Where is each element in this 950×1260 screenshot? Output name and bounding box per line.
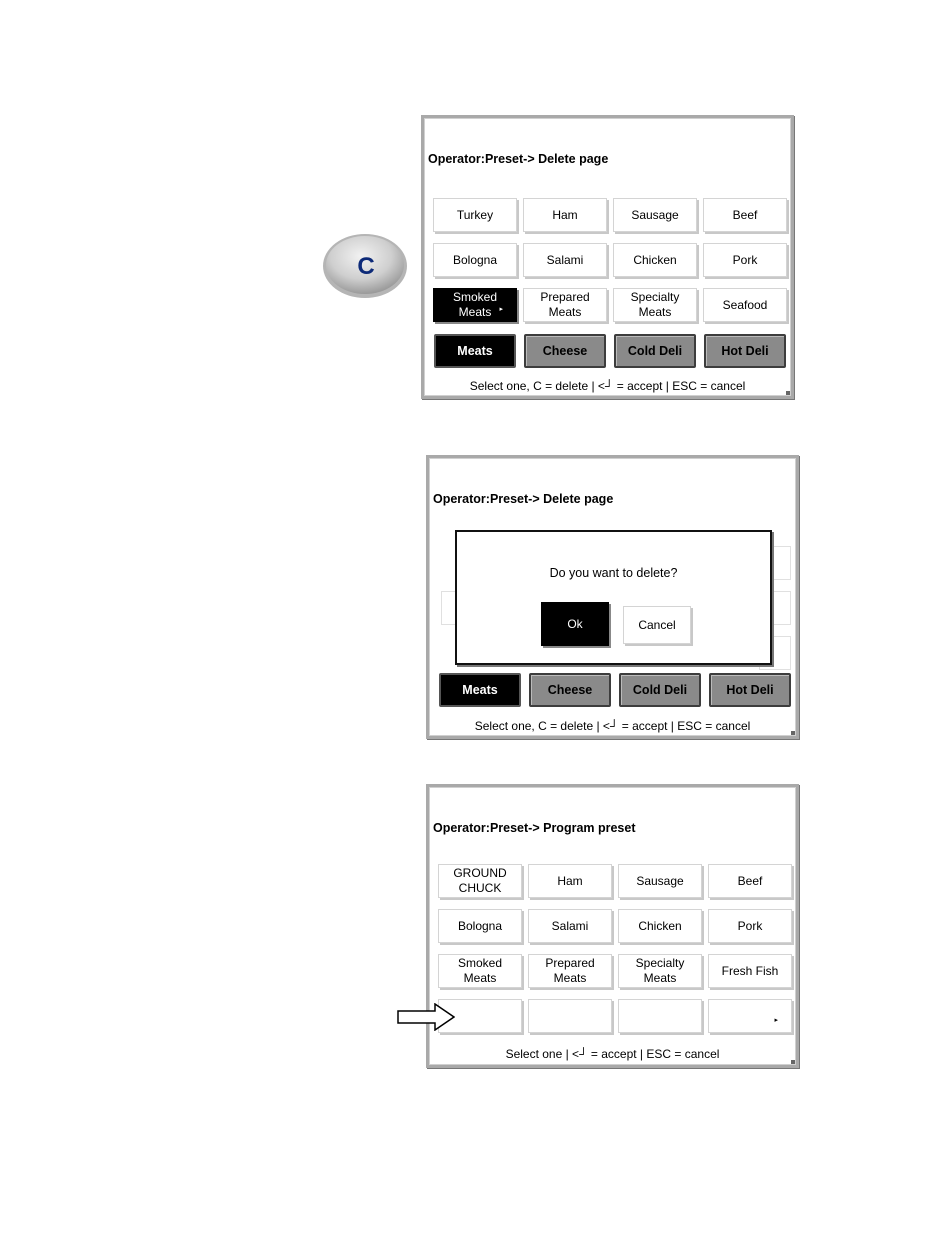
preset-button-label: Prepared Meats — [545, 956, 595, 985]
preset-button[interactable] — [613, 288, 697, 322]
preset-button[interactable] — [523, 288, 607, 322]
preset-button[interactable] — [438, 909, 522, 943]
c-key-label: C — [357, 253, 375, 280]
more-indicator-icon: ▸ — [774, 1017, 778, 1024]
confirm-question: Do you want to delete? — [549, 566, 678, 580]
preset-button-label: Smoked Meats — [452, 290, 498, 319]
preset-button[interactable] — [528, 954, 612, 988]
c-key-icon — [322, 233, 408, 299]
preset-button[interactable] — [433, 198, 517, 232]
preset-button-label: Turkey — [456, 207, 494, 222]
preset-button[interactable] — [708, 909, 792, 943]
category-tab[interactable]: Hot Deli — [709, 673, 791, 707]
delete-page-screen — [421, 115, 794, 399]
ok-button[interactable]: Ok — [541, 602, 609, 646]
preset-button-label: Sausage — [631, 207, 679, 222]
preset-button-label: Chicken — [633, 252, 677, 267]
category-tab[interactable]: Cheese — [529, 673, 611, 707]
preset-button-label: Salami — [551, 918, 589, 933]
preset-button-label: Specialty Meats — [635, 956, 685, 985]
preset-button-label: Beef — [737, 873, 763, 888]
cancel-button[interactable]: Cancel — [623, 606, 691, 644]
more-indicator-icon: ▸ — [499, 306, 503, 313]
preset-button[interactable] — [438, 954, 522, 988]
preset-button[interactable] — [708, 864, 792, 898]
preset-button-label: Ham — [552, 207, 578, 222]
preset-button-label: Salami — [546, 252, 584, 267]
preset-button[interactable] — [528, 999, 612, 1033]
preset-button-label: Seafood — [722, 297, 768, 312]
resize-grip — [791, 1060, 795, 1064]
preset-button[interactable] — [703, 243, 787, 277]
preset-button[interactable] — [613, 198, 697, 232]
program-preset-screen — [426, 784, 799, 1068]
preset-button[interactable] — [433, 243, 517, 277]
preset-button[interactable] — [618, 909, 702, 943]
category-tab[interactable]: Meats — [434, 334, 516, 368]
preset-button-label: Sausage — [636, 873, 684, 888]
preset-button-label: Specialty Meats — [630, 290, 680, 319]
preset-button-label: Fresh Fish — [721, 963, 779, 978]
footer-hint: Select one, C = delete | <┘ = accept | ESC = cancel — [474, 719, 751, 733]
category-tab[interactable]: Meats — [439, 673, 521, 707]
resize-grip — [786, 391, 790, 395]
preset-button[interactable] — [618, 999, 702, 1033]
preset-button-label: Beef — [732, 207, 758, 222]
category-tab[interactable]: Cheese — [524, 334, 606, 368]
preset-button[interactable] — [703, 288, 787, 322]
confirm-dialog — [455, 530, 772, 665]
preset-button-label: Pork — [732, 252, 758, 267]
preset-button-label: GROUND CHUCK — [453, 866, 507, 895]
preset-button-label: Ham — [557, 873, 583, 888]
preset-button[interactable] — [523, 243, 607, 277]
preset-button[interactable] — [523, 198, 607, 232]
preset-button-label: Bologna — [452, 252, 498, 267]
preset-button-label: Prepared Meats — [540, 290, 590, 319]
footer-hint: Select one, C = delete | <┘ = accept | ESC = cancel — [469, 379, 746, 393]
category-tab[interactable]: Hot Deli — [704, 334, 786, 368]
preset-button[interactable] — [438, 864, 522, 898]
preset-button[interactable] — [618, 954, 702, 988]
preset-button[interactable] — [618, 864, 702, 898]
preset-button-label: Smoked Meats — [457, 956, 503, 985]
preset-button[interactable] — [528, 864, 612, 898]
preset-button[interactable] — [708, 999, 792, 1033]
footer-hint: Select one | <┘ = accept | ESC = cancel — [505, 1047, 720, 1061]
preset-button[interactable] — [613, 243, 697, 277]
preset-button[interactable] — [433, 288, 517, 322]
category-tab[interactable]: Cold Deli — [619, 673, 701, 707]
preset-button-label: Pork — [737, 918, 763, 933]
resize-grip — [791, 731, 795, 735]
preset-button-label: Chicken — [638, 918, 682, 933]
page-title: Operator:Preset-> Delete page — [428, 152, 609, 166]
preset-button[interactable] — [708, 954, 792, 988]
page-title: Operator:Preset-> Program preset — [433, 821, 636, 835]
right-arrow-icon — [397, 1003, 455, 1031]
page-title: Operator:Preset-> Delete page — [433, 492, 614, 506]
preset-button[interactable] — [703, 198, 787, 232]
delete-confirm-screen — [426, 455, 799, 739]
preset-button[interactable] — [528, 909, 612, 943]
preset-button-label: Bologna — [457, 918, 503, 933]
category-tab[interactable]: Cold Deli — [614, 334, 696, 368]
